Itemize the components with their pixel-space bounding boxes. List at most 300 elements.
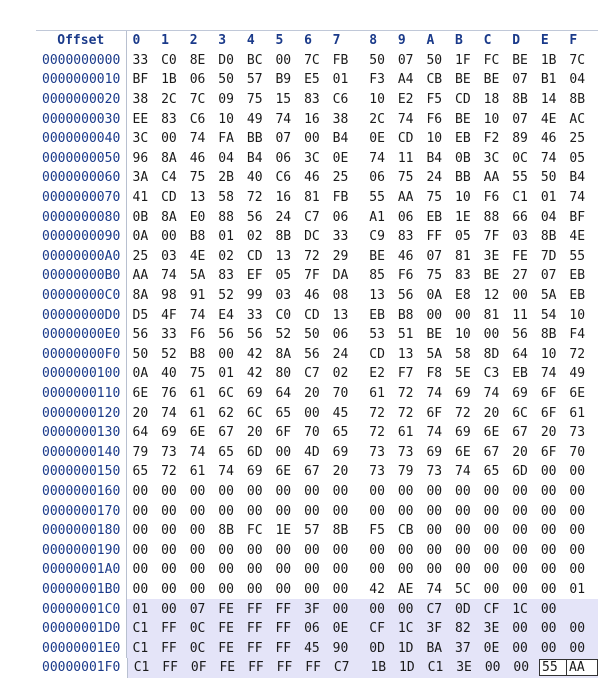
hex-byte[interactable]: 00: [132, 562, 149, 578]
hex-byte[interactable]: 25: [569, 131, 586, 147]
hex-byte[interactable]: 61: [397, 425, 414, 441]
hex-byte[interactable]: 3C: [483, 150, 500, 166]
hex-byte[interactable]: D0: [218, 52, 234, 68]
hex-byte[interactable]: 07: [512, 72, 528, 88]
hex-byte[interactable]: 61: [189, 385, 206, 401]
hex-byte[interactable]: 33: [161, 327, 177, 343]
hex-byte[interactable]: 00: [569, 464, 586, 480]
hex-byte[interactable]: 00: [332, 581, 349, 597]
hex-byte[interactable]: 18: [483, 92, 500, 108]
hex-byte[interactable]: AA: [132, 268, 149, 284]
hex-byte[interactable]: 65: [483, 464, 500, 480]
hex-byte[interactable]: B4: [569, 170, 586, 186]
hex-byte[interactable]: E2: [369, 366, 385, 382]
hex-byte[interactable]: 5A: [540, 288, 557, 304]
hex-byte[interactable]: 00: [189, 562, 206, 578]
hex-byte[interactable]: 00: [275, 542, 292, 558]
hex-byte[interactable]: 0D: [455, 601, 471, 617]
hex-byte[interactable]: 41: [132, 190, 149, 206]
hex-byte[interactable]: 72: [161, 464, 177, 480]
hex-byte[interactable]: 96: [132, 150, 149, 166]
hex-byte[interactable]: FE: [218, 621, 234, 637]
hex-byte[interactable]: 56: [512, 327, 528, 343]
hex-byte[interactable]: 3F: [304, 601, 320, 617]
hex-byte[interactable]: 82: [455, 621, 471, 637]
hex-byte[interactable]: 72: [397, 385, 414, 401]
hex-byte[interactable]: C6: [275, 170, 292, 186]
hex-byte[interactable]: 00: [512, 562, 528, 578]
hex-byte[interactable]: 56: [397, 288, 414, 304]
hex-byte[interactable]: 06: [189, 72, 206, 88]
hex-byte[interactable]: A1: [369, 209, 385, 225]
hex-byte[interactable]: 25: [332, 170, 349, 186]
hex-byte[interactable]: C1: [512, 190, 528, 206]
hex-byte[interactable]: 04: [569, 72, 586, 88]
hex-byte[interactable]: 00: [332, 503, 349, 519]
hex-byte[interactable]: AA: [567, 659, 598, 676]
hex-byte[interactable]: 83: [161, 111, 177, 127]
hex-byte[interactable]: 2C: [369, 111, 385, 127]
hex-byte[interactable]: 00: [512, 288, 528, 304]
hex-byte[interactable]: 00: [569, 483, 586, 499]
table-row[interactable]: [36, 462, 598, 482]
hex-byte[interactable]: EF: [246, 268, 263, 284]
hex-byte[interactable]: 74: [218, 464, 234, 480]
hex-byte[interactable]: FF: [275, 621, 292, 637]
hex-byte[interactable]: 1F: [455, 52, 471, 68]
hex-byte[interactable]: 67: [304, 464, 320, 480]
hex-byte[interactable]: B8: [189, 229, 206, 245]
hex-byte[interactable]: C9: [369, 229, 385, 245]
table-row[interactable]: [36, 619, 598, 639]
hex-byte[interactable]: 73: [161, 444, 177, 460]
hex-byte[interactable]: 2B: [218, 170, 234, 186]
hex-byte[interactable]: 00: [512, 483, 528, 499]
hex-byte[interactable]: 0B: [455, 150, 471, 166]
hex-byte[interactable]: 06: [332, 327, 349, 343]
hex-byte[interactable]: C1: [132, 640, 149, 656]
hex-byte[interactable]: C3: [483, 366, 500, 382]
hex-byte[interactable]: 1D: [399, 660, 415, 676]
hex-byte[interactable]: 1D: [397, 640, 414, 656]
hex-byte[interactable]: 00: [426, 523, 443, 539]
hex-byte[interactable]: E4: [218, 307, 234, 323]
hex-byte[interactable]: 80: [275, 366, 292, 382]
hex-byte[interactable]: 72: [369, 405, 385, 421]
hex-byte[interactable]: EB: [512, 366, 528, 382]
hex-byte[interactable]: 4E: [540, 111, 557, 127]
hex-byte[interactable]: 00: [397, 503, 414, 519]
hex-byte[interactable]: 0C: [189, 621, 206, 637]
hex-byte[interactable]: 53: [369, 327, 385, 343]
hex-byte[interactable]: 7F: [304, 268, 320, 284]
hex-byte[interactable]: FF: [246, 640, 263, 656]
hex-byte[interactable]: 65: [332, 425, 349, 441]
hex-byte[interactable]: 20: [304, 385, 320, 401]
hex-byte[interactable]: F8: [426, 366, 443, 382]
hex-byte[interactable]: 29: [332, 248, 349, 264]
hex-byte[interactable]: FF: [305, 660, 321, 676]
hex-byte[interactable]: 72: [455, 405, 471, 421]
table-row[interactable]: [36, 501, 598, 521]
hex-byte[interactable]: 6D: [512, 464, 528, 480]
hex-byte[interactable]: 01: [332, 72, 349, 88]
hex-byte[interactable]: AE: [397, 581, 414, 597]
hex-byte[interactable]: 00: [132, 483, 149, 499]
hex-byte[interactable]: CB: [426, 72, 443, 88]
hex-byte[interactable]: 00: [275, 52, 292, 68]
hex-byte[interactable]: 00: [132, 523, 149, 539]
hex-byte[interactable]: 00: [246, 503, 263, 519]
hex-byte[interactable]: 50: [369, 52, 385, 68]
hex-byte[interactable]: 00: [218, 542, 234, 558]
hex-byte[interactable]: 1C: [397, 621, 414, 637]
hex-byte[interactable]: 74: [189, 131, 206, 147]
hex-byte[interactable]: 7C: [189, 92, 206, 108]
hex-byte[interactable]: 56: [218, 327, 234, 343]
hex-byte[interactable]: 00: [161, 542, 177, 558]
hex-byte[interactable]: 00: [540, 562, 557, 578]
hex-byte[interactable]: 10: [540, 346, 557, 362]
hex-byte[interactable]: 03: [275, 288, 292, 304]
hex-byte[interactable]: 40: [246, 170, 263, 186]
hex-byte[interactable]: 00: [569, 542, 586, 558]
hex-byte[interactable]: 20: [512, 444, 528, 460]
table-row[interactable]: [36, 109, 598, 129]
hex-byte[interactable]: 74: [569, 190, 586, 206]
hex-byte[interactable]: BA: [426, 640, 443, 656]
hex-byte[interactable]: 00: [455, 523, 471, 539]
hex-byte[interactable]: 5C: [455, 581, 471, 597]
table-row[interactable]: [36, 149, 598, 169]
hex-byte[interactable]: 57: [246, 72, 263, 88]
hex-byte[interactable]: 00: [512, 542, 528, 558]
hex-byte[interactable]: 67: [483, 444, 500, 460]
hex-byte[interactable]: 01: [218, 229, 234, 245]
hex-byte[interactable]: D5: [132, 307, 149, 323]
hex-byte[interactable]: 74: [426, 581, 443, 597]
hex-byte[interactable]: 56: [246, 209, 263, 225]
hex-byte[interactable]: A4: [397, 72, 414, 88]
hex-byte[interactable]: 55: [512, 170, 528, 186]
hex-byte[interactable]: 52: [275, 327, 292, 343]
table-row[interactable]: [36, 442, 598, 462]
hex-byte[interactable]: 00: [512, 581, 528, 597]
hex-byte[interactable]: 3F: [426, 621, 443, 637]
hex-byte[interactable]: CF: [369, 621, 385, 637]
hex-byte[interactable]: 6F: [540, 444, 557, 460]
hex-byte[interactable]: 6C: [246, 405, 263, 421]
hex-byte[interactable]: 0F: [190, 660, 207, 676]
hex-byte[interactable]: CD: [246, 248, 263, 264]
hex-byte[interactable]: C7: [304, 366, 320, 382]
hex-byte[interactable]: 20: [246, 425, 263, 441]
hex-byte[interactable]: FE: [219, 660, 236, 676]
hex-byte[interactable]: 05: [275, 268, 292, 284]
hex-byte[interactable]: C1: [133, 660, 150, 676]
hex-byte[interactable]: 3E: [483, 248, 500, 264]
hex-byte[interactable]: 74: [397, 111, 414, 127]
hex-byte[interactable]: 00: [161, 131, 177, 147]
hex-byte[interactable]: 8D: [483, 346, 500, 362]
hex-byte[interactable]: C7: [304, 209, 320, 225]
hex-byte[interactable]: 64: [512, 346, 528, 362]
hex-byte[interactable]: 00: [483, 542, 500, 558]
hex-byte[interactable]: 10: [218, 111, 234, 127]
hex-byte[interactable]: AA: [483, 170, 500, 186]
hex-byte[interactable]: 00: [189, 542, 206, 558]
hex-byte[interactable]: BF: [132, 72, 149, 88]
hex-byte[interactable]: 06: [397, 209, 414, 225]
hex-byte[interactable]: 67: [512, 425, 528, 441]
hex-byte[interactable]: 00: [132, 542, 149, 558]
hex-byte[interactable]: C0: [161, 52, 177, 68]
table-row[interactable]: [36, 227, 598, 247]
hex-byte[interactable]: 00: [369, 542, 385, 558]
hex-byte[interactable]: 8A: [132, 288, 149, 304]
hex-byte[interactable]: 88: [218, 209, 234, 225]
hex-byte[interactable]: 69: [512, 385, 528, 401]
hex-byte[interactable]: 00: [189, 523, 206, 539]
hex-byte[interactable]: AC: [569, 111, 586, 127]
hex-byte[interactable]: 00: [455, 307, 471, 323]
hex-byte[interactable]: FA: [218, 131, 234, 147]
hex-byte[interactable]: 58: [218, 190, 234, 206]
hex-byte[interactable]: CB: [397, 523, 414, 539]
hex-byte[interactable]: FF: [161, 640, 177, 656]
hex-byte[interactable]: 61: [569, 405, 586, 421]
hex-byte[interactable]: 3A: [132, 170, 149, 186]
hex-byte[interactable]: FB: [332, 52, 349, 68]
hex-byte[interactable]: 61: [369, 385, 385, 401]
hex-byte[interactable]: 37: [455, 640, 471, 656]
hex-byte[interactable]: 20: [132, 405, 149, 421]
hex-byte[interactable]: 00: [455, 562, 471, 578]
hex-byte[interactable]: 73: [397, 444, 414, 460]
hex-byte[interactable]: C1: [132, 621, 149, 637]
table-row[interactable]: [36, 423, 598, 443]
hex-byte[interactable]: 03: [512, 229, 528, 245]
hex-byte[interactable]: 88: [483, 209, 500, 225]
hex-byte[interactable]: 00: [161, 483, 177, 499]
hex-byte[interactable]: 00: [483, 562, 500, 578]
hex-byte[interactable]: 1C: [512, 601, 528, 617]
table-row[interactable]: [36, 482, 598, 502]
hex-byte[interactable]: 00: [512, 640, 528, 656]
hex-byte[interactable]: 5A: [426, 346, 443, 362]
hex-byte[interactable]: 75: [189, 170, 206, 186]
hex-byte[interactable]: DC: [304, 229, 320, 245]
hex-byte[interactable]: 01: [132, 601, 149, 617]
hex-byte[interactable]: 46: [189, 150, 206, 166]
hex-byte[interactable]: FF: [246, 601, 263, 617]
hex-byte[interactable]: 00: [540, 601, 557, 617]
hex-byte[interactable]: 00: [397, 483, 414, 499]
hex-byte[interactable]: FF: [246, 621, 263, 637]
hex-byte[interactable]: CD: [369, 346, 385, 362]
hex-byte[interactable]: 00: [369, 483, 385, 499]
hex-byte[interactable]: 8B: [540, 327, 557, 343]
hex-byte[interactable]: 00: [455, 483, 471, 499]
hex-byte[interactable]: FC: [246, 523, 263, 539]
hex-byte[interactable]: 20: [332, 464, 349, 480]
hex-byte[interactable]: 14: [540, 92, 557, 108]
hex-byte[interactable]: F6: [397, 268, 414, 284]
hex-byte[interactable]: 00: [483, 523, 500, 539]
hex-byte[interactable]: 6E: [275, 464, 292, 480]
hex-byte[interactable]: 04: [218, 150, 234, 166]
hex-byte[interactable]: 6C: [512, 405, 528, 421]
hex-byte[interactable]: 00: [246, 581, 263, 597]
hex-byte[interactable]: BF: [569, 209, 586, 225]
hex-byte[interactable]: 02: [246, 229, 263, 245]
hex-byte[interactable]: 08: [332, 288, 349, 304]
hex-byte[interactable]: 00: [426, 542, 443, 558]
hex-byte[interactable]: 40: [161, 366, 177, 382]
hex-byte[interactable]: 00: [218, 483, 234, 499]
hex-byte[interactable]: 00: [540, 523, 557, 539]
hex-byte[interactable]: 51: [397, 327, 414, 343]
hex-byte[interactable]: 00: [275, 562, 292, 578]
hex-byte[interactable]: 83: [397, 229, 414, 245]
hex-byte[interactable]: F6: [426, 111, 443, 127]
hex-byte[interactable]: 6E: [132, 385, 149, 401]
hex-byte[interactable]: E0: [189, 209, 206, 225]
table-row[interactable]: [36, 286, 598, 306]
hex-byte[interactable]: 13: [332, 307, 349, 323]
hex-byte[interactable]: FF: [275, 640, 292, 656]
hex-byte[interactable]: 00: [569, 621, 586, 637]
hex-byte[interactable]: 00: [512, 523, 528, 539]
hex-byte[interactable]: 6F: [540, 405, 557, 421]
hex-byte[interactable]: F4: [569, 327, 586, 343]
hex-byte[interactable]: F5: [426, 92, 443, 108]
hex-byte[interactable]: 10: [483, 111, 500, 127]
hex-byte[interactable]: 00: [569, 562, 586, 578]
hex-byte[interactable]: 56: [246, 327, 263, 343]
hex-byte[interactable]: 8B: [332, 523, 349, 539]
hex-byte[interactable]: B1: [540, 72, 557, 88]
hex-byte[interactable]: 00: [161, 503, 177, 519]
hex-byte[interactable]: 10: [455, 327, 471, 343]
hex-byte[interactable]: 69: [246, 464, 263, 480]
hex-byte[interactable]: 00: [540, 503, 557, 519]
hex-byte[interactable]: 74: [455, 464, 471, 480]
hex-byte[interactable]: CD: [455, 92, 471, 108]
hex-byte[interactable]: 57: [304, 523, 320, 539]
hex-byte[interactable]: 46: [397, 248, 414, 264]
hex-byte[interactable]: 75: [426, 190, 443, 206]
hex-byte[interactable]: 74: [426, 425, 443, 441]
hex-byte[interactable]: 13: [189, 190, 206, 206]
hex-byte[interactable]: 00: [455, 542, 471, 558]
hex-byte[interactable]: 07: [397, 52, 414, 68]
hex-byte[interactable]: FF: [275, 601, 292, 617]
hex-byte[interactable]: 00: [189, 503, 206, 519]
hex-byte[interactable]: 00: [132, 581, 149, 597]
hex-byte[interactable]: CD: [304, 307, 320, 323]
hex-byte[interactable]: 1B: [540, 52, 557, 68]
hex-byte[interactable]: 46: [304, 170, 320, 186]
hex-byte[interactable]: 73: [426, 464, 443, 480]
hex-byte[interactable]: 20: [483, 405, 500, 421]
hex-byte[interactable]: 8B: [218, 523, 234, 539]
hex-byte[interactable]: 13: [397, 346, 414, 362]
hex-byte[interactable]: 69: [426, 444, 443, 460]
hex-byte[interactable]: 3C: [304, 150, 320, 166]
hex-byte[interactable]: 3E: [456, 660, 472, 676]
hex-byte[interactable]: 52: [161, 346, 177, 362]
hex-byte[interactable]: B4: [426, 150, 443, 166]
hex-byte[interactable]: FC: [483, 52, 500, 68]
table-row[interactable]: [36, 345, 598, 365]
hex-byte[interactable]: 98: [161, 288, 177, 304]
hex-byte[interactable]: 55: [369, 190, 385, 206]
hex-byte[interactable]: 00: [512, 503, 528, 519]
hex-byte[interactable]: 5E: [455, 366, 471, 382]
hex-byte[interactable]: 00: [161, 562, 177, 578]
hex-byte[interactable]: 79: [132, 444, 149, 460]
hex-byte[interactable]: 00: [369, 562, 385, 578]
hex-byte[interactable]: 00: [540, 464, 557, 480]
hex-byte[interactable]: 00: [304, 581, 320, 597]
hex-byte[interactable]: 10: [569, 307, 586, 323]
hex-byte[interactable]: 00: [540, 640, 557, 656]
hex-byte[interactable]: 00: [246, 483, 263, 499]
hex-byte[interactable]: C4: [161, 170, 177, 186]
hex-byte[interactable]: 7C: [569, 52, 586, 68]
hex-byte[interactable]: 00: [275, 503, 292, 519]
table-row[interactable]: [36, 70, 598, 90]
hex-byte[interactable]: 00: [332, 601, 349, 617]
hex-byte[interactable]: 6C: [218, 385, 234, 401]
hex-byte[interactable]: F7: [397, 366, 414, 382]
hex-byte[interactable]: 90: [332, 640, 349, 656]
hex-byte[interactable]: B4: [332, 131, 349, 147]
table-row[interactable]: [36, 521, 598, 541]
hex-byte[interactable]: 01: [218, 366, 234, 382]
hex-byte[interactable]: 00: [484, 660, 501, 676]
hex-byte[interactable]: FF: [248, 660, 264, 676]
hex-byte[interactable]: 69: [332, 444, 349, 460]
table-row[interactable]: [36, 207, 598, 227]
hex-byte[interactable]: E2: [397, 92, 414, 108]
hex-byte[interactable]: 7D: [540, 248, 557, 264]
hex-byte[interactable]: 00: [332, 483, 349, 499]
hex-byte[interactable]: 1B: [161, 72, 177, 88]
hex-byte[interactable]: 01: [569, 581, 586, 597]
table-row[interactable]: [36, 129, 598, 149]
hex-byte[interactable]: 42: [246, 346, 263, 362]
hex-byte[interactable]: 13: [275, 248, 292, 264]
hex-byte[interactable]: E5: [304, 72, 320, 88]
hex-byte[interactable]: 8B: [275, 229, 292, 245]
hex-byte[interactable]: 16: [304, 111, 320, 127]
hex-byte[interactable]: 1E: [275, 523, 292, 539]
table-row[interactable]: [36, 580, 598, 600]
hex-byte[interactable]: 5A: [189, 268, 206, 284]
hex-byte[interactable]: 00: [218, 503, 234, 519]
hex-byte[interactable]: 1B: [370, 660, 387, 676]
hex-byte[interactable]: 0C: [512, 150, 528, 166]
hex-byte[interactable]: 16: [275, 190, 292, 206]
table-row[interactable]: [36, 188, 598, 208]
hex-byte[interactable]: 50: [540, 170, 557, 186]
hex-byte[interactable]: 00: [369, 601, 385, 617]
table-row[interactable]: [36, 384, 598, 404]
hex-byte[interactable]: 72: [246, 190, 263, 206]
hex-byte[interactable]: BE: [483, 268, 500, 284]
